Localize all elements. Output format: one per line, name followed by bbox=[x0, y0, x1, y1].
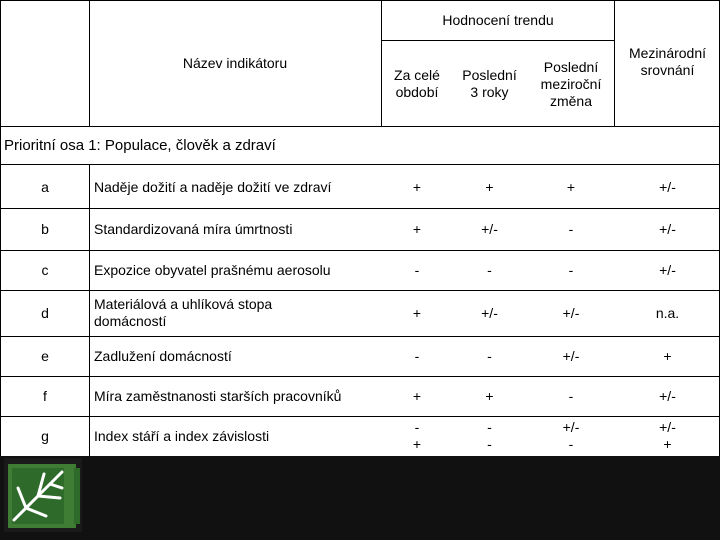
trend-value: - bbox=[487, 261, 492, 278]
trend-value: n.a. bbox=[655, 304, 680, 321]
trend-value: + bbox=[412, 304, 422, 321]
trend-value: + bbox=[412, 178, 422, 195]
trend-value: + bbox=[412, 220, 422, 237]
trend-value: - - bbox=[487, 419, 492, 452]
trend-value: +/- bbox=[659, 387, 676, 404]
grid-line bbox=[0, 0, 720, 1]
row-id: d bbox=[41, 304, 49, 321]
trend-value: - bbox=[487, 347, 492, 364]
indicator-name: Míra zaměstnanosti starších pracovníků bbox=[94, 387, 342, 404]
indicator-name: Index stáří a index závislosti bbox=[94, 427, 270, 444]
trend-value: - bbox=[568, 387, 574, 404]
col-header-international-comparison: Mezinárodní srovnání bbox=[628, 45, 707, 78]
footer-band bbox=[0, 456, 720, 540]
trend-value: - + bbox=[412, 419, 422, 452]
trend-value: +/- bbox=[659, 220, 676, 237]
col-header-last-yoy-change: Poslední meziroční změna bbox=[540, 58, 602, 109]
trend-value: + bbox=[566, 178, 576, 195]
grid-line bbox=[0, 126, 720, 127]
trend-value: + bbox=[663, 347, 672, 364]
grid-line bbox=[614, 0, 615, 126]
indicator-name: Materiálová a uhlíková stopa domácností bbox=[94, 296, 273, 329]
trend-group-header: Hodnocení trendu bbox=[442, 11, 554, 28]
grid-line bbox=[89, 0, 90, 126]
logo-tree-icon bbox=[4, 458, 82, 532]
row-id: e bbox=[41, 347, 49, 364]
trend-value: - bbox=[568, 220, 574, 237]
indicator-name: Standardizovaná míra úmrtnosti bbox=[94, 220, 293, 237]
row-id: a bbox=[41, 178, 49, 195]
trend-value: +/- bbox=[659, 261, 676, 278]
trend-value: + bbox=[485, 387, 494, 404]
trend-value: + bbox=[412, 387, 422, 404]
row-id: c bbox=[41, 261, 49, 278]
trend-value: - bbox=[568, 261, 574, 278]
grid-line bbox=[382, 40, 614, 41]
trend-value: +/- - bbox=[562, 419, 580, 452]
trend-value: + bbox=[485, 178, 494, 195]
trend-value: +/- bbox=[562, 347, 580, 364]
section-title: Prioritní osa 1: Populace, člověk a zdraví bbox=[4, 136, 276, 154]
trend-value: - bbox=[414, 261, 420, 278]
grid-line bbox=[0, 0, 1, 456]
trend-value: +/- bbox=[481, 304, 498, 321]
row-id: f bbox=[43, 387, 47, 404]
trend-value: - bbox=[414, 347, 420, 364]
indicator-name: Zadlužení domácností bbox=[94, 347, 232, 364]
indicator-name-header: Název indikátoru bbox=[182, 54, 288, 71]
indicator-name: Naděje dožití a naděje dožití ve zdraví bbox=[94, 178, 332, 195]
col-header-whole-period: Za celé období bbox=[394, 67, 440, 100]
trend-value: +/- bbox=[562, 304, 580, 321]
col-header-last-3-years: Poslední 3 roky bbox=[462, 67, 517, 100]
grid-line bbox=[381, 0, 382, 126]
trend-value: +/- + bbox=[659, 419, 676, 452]
grid-line bbox=[0, 164, 720, 165]
indicator-name: Expozice obyvatel prašnému aerosolu bbox=[94, 261, 331, 278]
grid-line bbox=[89, 164, 90, 456]
trend-value: +/- bbox=[481, 220, 498, 237]
row-id: b bbox=[41, 220, 49, 237]
row-id: g bbox=[41, 427, 49, 444]
trend-value: +/- bbox=[659, 178, 676, 195]
